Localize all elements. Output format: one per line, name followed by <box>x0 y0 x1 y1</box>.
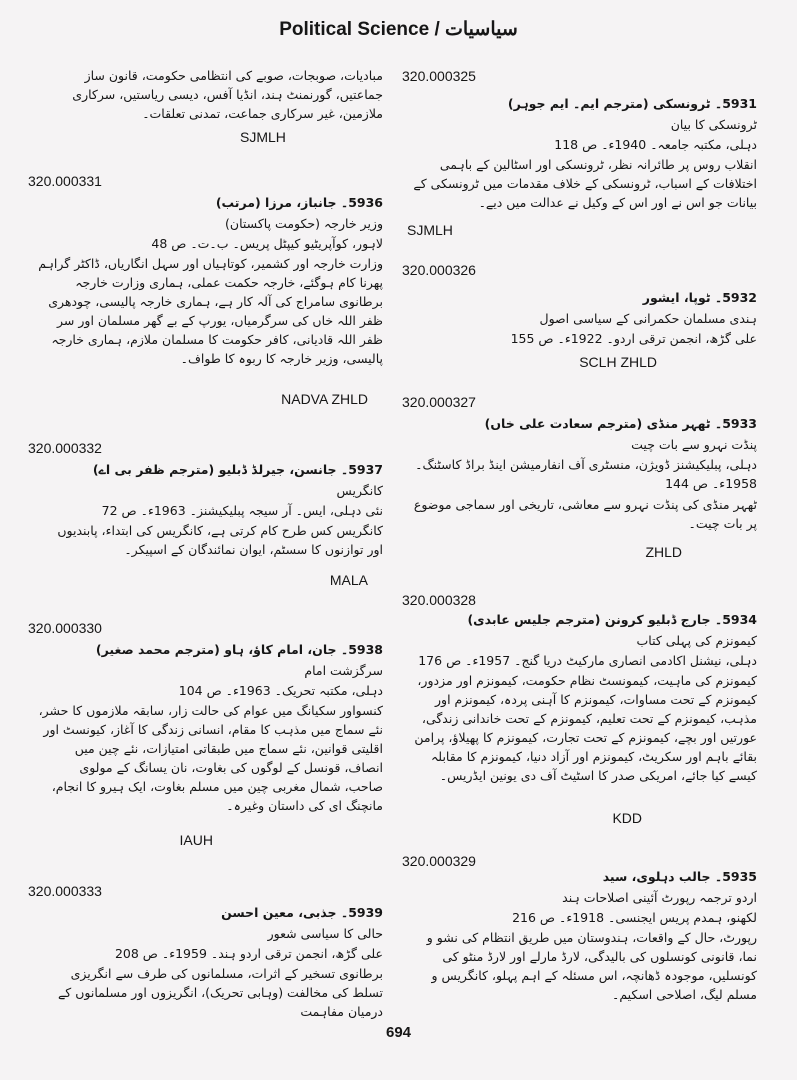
catalog-code: 320.000325 <box>402 68 476 84</box>
catalog-code: 320.000329 <box>402 853 476 869</box>
entry-subtitle: کیمونزم کی پہلی کتاب <box>636 633 757 648</box>
entry-subtitle: وزیر خارجہ (حکومت پاکستان) <box>225 216 383 231</box>
catalog-code: 320.000330 <box>28 620 102 636</box>
entry-subtitle: پنڈت نہرو سے بات چیت <box>631 437 757 452</box>
entry-description: کانگریس کس طرح کام کرتی ہے، کانگریس کی ابتداء، پابندیوں اور توازنوں کا سسٹم، ایوان نمائندگان کے اسپیکر۔ <box>57 523 383 557</box>
entry-imprint: لکھنو، ہمدم پریس ایجنسی۔ 1918ء۔ ص 216 <box>512 910 757 925</box>
entry-5937 <box>28 440 383 600</box>
entry-title: 5939۔ جذبی، معین احسن <box>221 905 383 920</box>
entry-imprint: دہلی، پبلیکیشنز ڈویژن، منسٹری آف انفارمیشن اینڈ براڈ کاسٹنگ۔ 1958ء۔ ص 144 <box>415 457 757 491</box>
entry-description: برطانوی تسخیر کے اثرات، مسلمانوں کی طرف سے انگریزی تسلط کی مخالفت (وہابی تحریک)، انگریزوں اور مسلمانوں کے درمیان مفاہمت <box>57 966 383 1019</box>
entry-imprint: نئی دہلی، ایس۔ آر سیجہ پبلیکیشنز۔ 1963ء۔ ص 72 <box>101 503 383 518</box>
entry-subtitle: کانگریس <box>336 483 383 498</box>
page-number: 694 <box>385 1024 412 1041</box>
entry-5935 <box>402 853 757 1013</box>
entry-continuation <box>28 66 383 156</box>
entry-title: 5934۔ جارج ڈبلیو کرونن (مترجم جلیس عابدی) <box>467 612 757 627</box>
entry-title: 5937۔ جانسن، جیرلڈ ڈبلیو (مترجم ظفر بی اے) <box>92 462 383 477</box>
entry-imprint: علی گڑھ، انجمن ترقی اردو۔ 1922ء۔ ص 155 <box>510 331 757 346</box>
entry-5939 <box>28 883 383 1019</box>
entry-5934 <box>402 592 757 832</box>
entry-description: رپورٹ، حال کے واقعات، ہندوستان میں طریق انتظام کی نشو و نما، قانونی کونسلوں کی بالیدگی، لارڈ مارلے اور لارڈ منٹو کی کونسلیں، موجودہ ڈھانچہ، اس مسئلہ کے اہم پہلو، کانگریس و مسلم لیگ، اصلاحی اسکیم۔ <box>426 930 757 1002</box>
entry-imprint: دہلی، نیشنل اکادمی انصاری مارکیٹ دریا گنج۔ 1957ء۔ ص 176 <box>418 653 757 668</box>
library-code: NADVA ZHLD <box>281 391 368 407</box>
entry-5933 <box>402 394 757 569</box>
entry-description: وزارت خارجہ اور کشمیر، کوتاہیاں اور سہل انگاریاں، ڈاکٹر گراہم پھرنا کام ہوگئے، خارجہ حکمت عملی، ہماری وزارت خارجہ برطانوی سامراج کی آلہ کار ہے، ہماری خارجہ پالیسی، چودھری ظفر اللہ خاں کی سرگرمیاں، یورپ کے بے گھر مسلمان اور سر ظفر اللہ قادیانی، کافر حکومت کا مسلمان ملازم، ہماری خارجہ پالیسی، وزیر خارجہ کا ربوہ کا طواف۔ <box>38 256 383 366</box>
entry-imprint: دہلی، مکتبہ جامعہ۔ 1940ء۔ ص 118 <box>554 137 757 152</box>
catalog-code: 320.000327 <box>402 394 476 410</box>
entry-title: 5932۔ ٹوپا، ایشور <box>642 290 757 305</box>
catalog-code: 320.000328 <box>402 592 476 608</box>
library-code: ZHLD <box>645 544 682 560</box>
catalog-code: 320.000326 <box>402 262 476 278</box>
catalog-code: 320.000332 <box>28 440 102 456</box>
entry-imprint: دہلی، مکتبہ تحریک۔ 1963ء۔ ص 104 <box>178 683 383 698</box>
entry-description: کنسواور سکیانگ میں عوام کی حالت زار، سابقہ ملازموں کا حشر، نئے سماج میں مذہب کا مقام، انسانی زندگی کا آغاز، کیونسٹ اور اقلیتی قوانین، نئے سماج میں طبقاتی امتیازات، نئے چین میں انصاف، قونسل کے لوگوں کی بغاوت، نان یسانگ کے مولوی صاحب، شمال مغربی چین میں مسلم بغاوت، ایک ہیرو کا انجام، مانچنگ ای کی داستان وغیرہ۔ <box>38 703 383 813</box>
entry-5938 <box>28 620 383 860</box>
entry-title: 5931۔ ٹرونسکی (مترجم ایم۔ ایم جوہر) <box>507 96 757 111</box>
entry-subtitle: ہندی مسلمان حکمرانی کے سیاسی اصول <box>539 311 757 326</box>
catalog-code: 320.000333 <box>28 883 102 899</box>
entry-description: کیمونزم کی ماہیت، کیمونسٹ نظام حکومت، کیمونزم اور مزدور، کیمونزم کے تحت مساوات، کیمونزم کا آہنی پردہ، کیمونزم اور مذہب، کیمونزم کے تحت تعلیم، کیمونزم کے تحت خاندانی زندگی، عورتیں اور بچے، کیمونزم کے تحت تجارت، کیمونزم کا پھیلاؤ، پرامن بقائے باہم اور سکریٹ، کیمونزم اور آزاد دنیا، کیمونزم کا مقابلہ کیسے کیا جائے، امریکی صدر کا اسٹیٹ آف دی یونین ایڈریس۔ <box>414 673 757 783</box>
library-code: SJMLH <box>240 129 286 145</box>
entry-title: 5936۔ جانباز، مرزا (مرتب) <box>215 195 383 210</box>
entry-title: 5935۔ جالب دہلوی، سید <box>602 869 757 884</box>
entry-title: 5938۔ جان، امام کاؤ، ہاو (مترجم محمد صغیر) <box>95 642 383 657</box>
entry-description: مبادیات، صوبجات، صوبے کی انتظامی حکومت، قانون ساز جماعتیں، گورنمنٹ ہند، انڈیا آفس، دیسی ریاستیں، سرکاری ملازمین، غیر سرکاری جماعت، تمدنی تعلقات۔ <box>72 68 383 121</box>
library-code: SCLH ZHLD <box>579 354 657 370</box>
library-code: MALA <box>329 572 368 588</box>
entry-subtitle: سرگزشت امام <box>304 663 383 678</box>
entry-subtitle: حالی کا سیاسی شعور <box>267 926 383 941</box>
entry-description: انقلاب روس پر طائرانہ نظر، ٹرونسکی اور اسٹالین کے باہمی اختلافات کے اسباب، ٹرونسکی کے خلاف مقدمات میں ٹرونسکی کے بیانات جو اس نے اور اس کے وکیل نے عدالت میں دیے۔ <box>413 157 757 210</box>
entry-5932 <box>402 262 757 382</box>
entry-title: 5933۔ ٹھہر منڈی (مترجم سعادت علی خاں) <box>484 416 757 431</box>
entry-description: ٹھہر منڈی کی پنڈت نہرو سے معاشی، تاریخی اور سماجی موضوع پر بات چیت۔ <box>413 497 757 531</box>
library-code: SJMLH <box>407 222 453 238</box>
library-code: IAUH <box>179 832 213 848</box>
library-code: KDD <box>612 810 642 826</box>
entry-subtitle: اردو ترجمہ رپورٹ آئینی اصلاحات ہند <box>562 890 757 905</box>
entry-5936 <box>28 173 383 413</box>
entry-subtitle: ٹرونسکی کا بیان <box>670 117 757 132</box>
entry-imprint: لاہور، کوآپریٹیو کیپٹل پریس۔ ب۔ت۔ ص 48 <box>151 236 383 251</box>
catalog-code: 320.000331 <box>28 173 102 189</box>
page-header-title: Political Science / سیاسیات <box>279 19 518 40</box>
entry-5931 <box>402 68 757 243</box>
entry-imprint: علی گڑھ، انجمن ترقی اردو ہند۔ 1959ء۔ ص 208 <box>114 946 383 961</box>
